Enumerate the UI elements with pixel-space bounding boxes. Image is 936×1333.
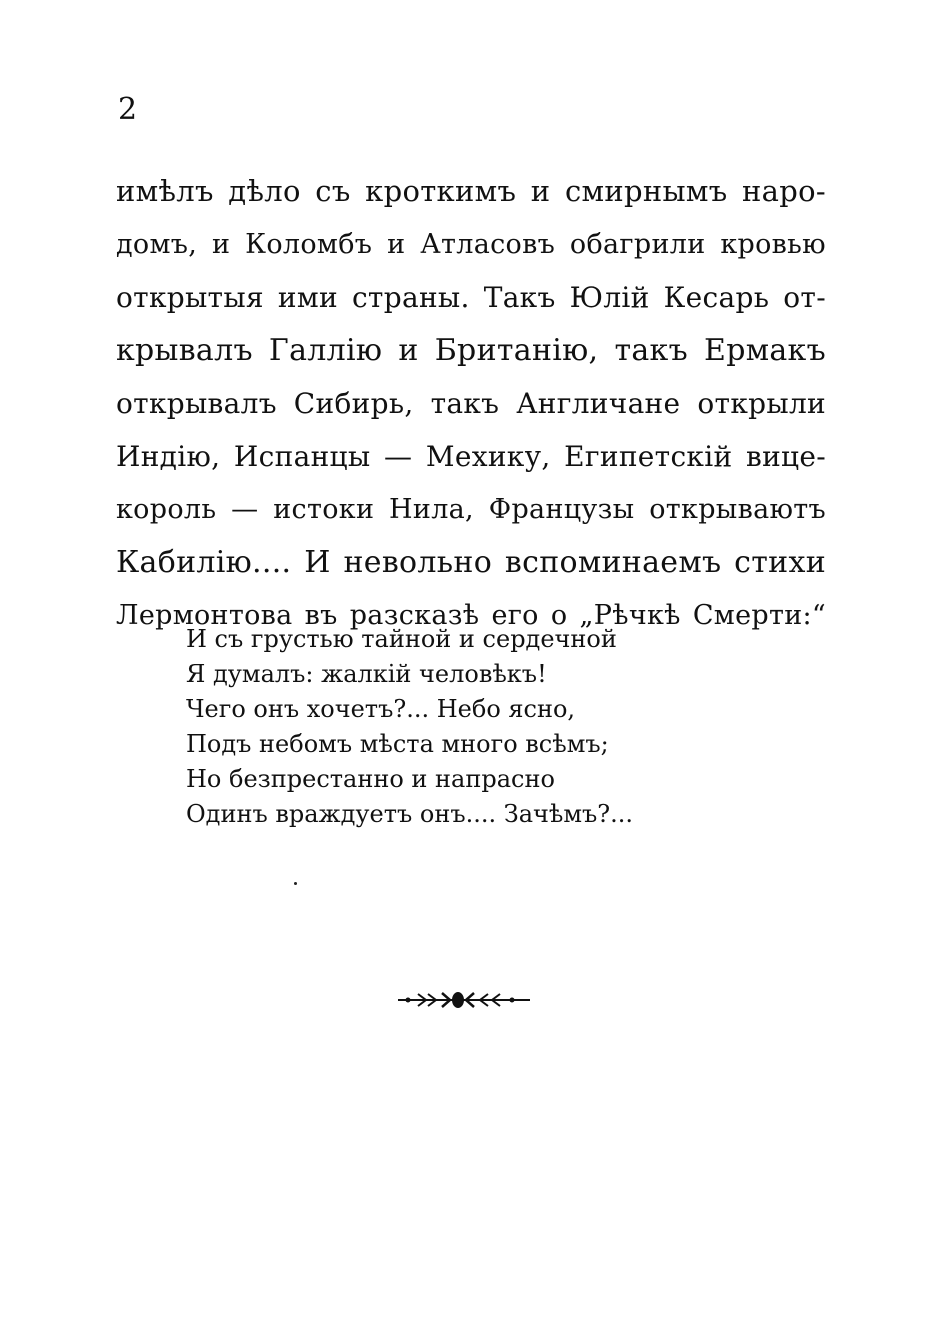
prose-line: домъ, и Коломбъ и Атласовъ обагрили кровью [116, 229, 826, 260]
prose-line: открывалъ Сибирь, такъ Англичане открыли [116, 387, 826, 420]
prose-line: король — истоки Нила, Французы открываютъ [116, 494, 826, 525]
stray-dot [294, 882, 297, 885]
verse-line: Чего онъ хочетъ?... Небо ясно, [186, 695, 576, 723]
verse-line: Подъ небомъ мѣста много всѣмъ; [186, 730, 609, 758]
prose-line: крывалъ Галлію и Британію, такъ Ермакъ [116, 333, 826, 368]
prose-line: имѣлъ дѣло съ кроткимъ и смирнымъ наро- [116, 174, 826, 208]
prose-line: Индію, Испанцы — Мехику, Египетскій вице- [116, 440, 826, 473]
prose-line: открытыя ими страны. Такъ Юлій Кесарь от- [116, 281, 826, 314]
verse-line: И съ грустью тайной и сердечной [186, 625, 617, 653]
prose-paragraph [116, 165, 826, 642]
page-number: 2 [118, 92, 138, 127]
tailpiece-ornament-icon [396, 988, 532, 1012]
verse-line: Я думалъ: жалкій человѣкъ! [186, 660, 547, 688]
verse-line: Одинъ враждуетъ онъ.... Зачѣмъ?... [186, 800, 634, 828]
prose-line: Лермонтова въ разсказѣ его о „Рѣчкѣ Смерти:“ [116, 600, 826, 631]
prose-line: Кабилію.... И невольно вспоминаемъ стихи [116, 545, 826, 580]
verse-line: Но безпрестанно и напрасно [186, 765, 555, 793]
verse-quote [186, 622, 633, 832]
